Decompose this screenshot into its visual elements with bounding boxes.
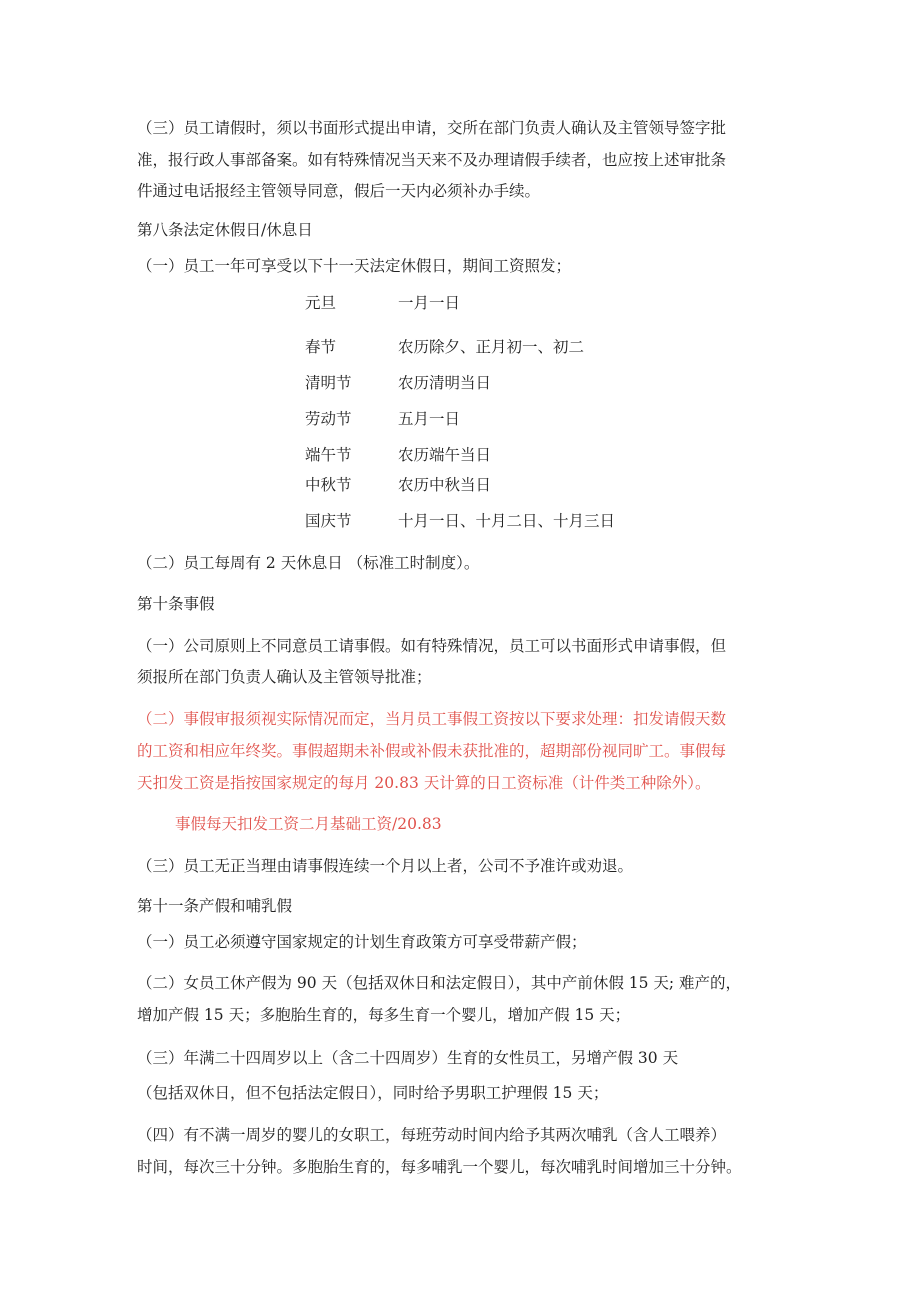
holiday-name: 中秋节 — [305, 476, 352, 494]
paragraph-line: 须报所在部门负责人确认及主管领导批准； — [137, 668, 432, 686]
section-heading: 第八条法定休假日/休息日 — [137, 221, 313, 239]
paragraph-line: 增加产假 15 天；多胞胎生育的，每多生育一个婴儿，增加产假 15 天； — [137, 1006, 631, 1024]
highlighted-line: 天扣发工资是指按国家规定的每月 20.83 天计算的日工资标准（计件类工种除外）。 — [137, 774, 711, 792]
holiday-name: 春节 — [305, 338, 337, 356]
paragraph-line: （一）公司原则上不同意员工请事假。如有特殊情况，员工可以书面形式申请事假，但 — [137, 637, 727, 655]
holiday-date: 一月一日 — [398, 294, 461, 312]
formula-line: 事假每天扣发工资二月基础工资/20.83 — [175, 815, 442, 833]
paragraph-line: （二）女员工休产假为 90 天（包括双休日和法定假日），其中产前休假 15 天; 难产的， — [137, 974, 742, 992]
paragraph-line: 准，报行政人事部备案。如有特殊情况当天来不及办理请假手续者，也应按上述审批条 — [137, 151, 727, 169]
paragraph-line: 件通过电话报经主管领导同意，假后一天内必须补办手续。 — [137, 182, 541, 200]
paragraph-line: （三）年满二十四周岁以上（含二十四周岁）生育的女性员工，另增产假 30 天 — [137, 1049, 679, 1067]
paragraph-line: （四）有不满一周岁的婴儿的女职工，每班劳动时间内给予其两次哺乳（含人工喂养） — [137, 1126, 727, 1144]
highlighted-line: （二）事假审报须视实际情况而定，当月员工事假工资按以下要求处理：扣发请假天数 — [137, 710, 727, 728]
section-heading: 第十一条产假和哺乳假 — [137, 897, 293, 915]
paragraph-line: （二）员工每周有 2 天休息日 （标准工时制度）。 — [137, 554, 480, 572]
holiday-name: 劳动节 — [305, 410, 352, 428]
holiday-name: 端午节 — [305, 446, 352, 464]
holiday-date: 十月一日、十月二日、十月三日 — [398, 512, 616, 530]
holiday-date: 农历端午当日 — [398, 446, 492, 464]
section-heading: 第十条事假 — [137, 595, 215, 613]
paragraph-line: （三）员工无正当理由请事假连续一个月以上者，公司不予准许或劝退。 — [137, 857, 634, 875]
holiday-date: 五月一日 — [398, 410, 461, 428]
holiday-name: 元旦 — [305, 294, 337, 312]
holiday-date: 农历清明当日 — [398, 374, 492, 392]
highlighted-line: 的工资和相应年终奖。事假超期未补假或补假未获批准的，超期部份视同旷工。事假每 — [137, 742, 727, 760]
paragraph-line: 时间，每次三十分钟。多胞胎生育的，每多哺乳一个婴儿，每次哺乳时间增加三十分钟。 — [137, 1158, 742, 1176]
paragraph-line: （包括双休日，但不包括法定假日），同时给予男职工护理假 15 天； — [137, 1084, 609, 1102]
paragraph-line: （一）员工一年可享受以下十一天法定休假日，期间工资照发； — [137, 257, 572, 275]
holiday-name: 国庆节 — [305, 512, 352, 530]
holiday-name: 清明节 — [305, 374, 352, 392]
holiday-date: 农历除夕、正月初一、初二 — [398, 338, 585, 356]
paragraph-line: （三）员工请假时，须以书面形式提出申请，交所在部门负责人确认及主管领导签字批 — [137, 119, 727, 137]
holiday-date: 农历中秋当日 — [398, 476, 492, 494]
paragraph-line: （一）员工必须遵守国家规定的计划生育政策方可享受带薪产假； — [137, 933, 587, 951]
